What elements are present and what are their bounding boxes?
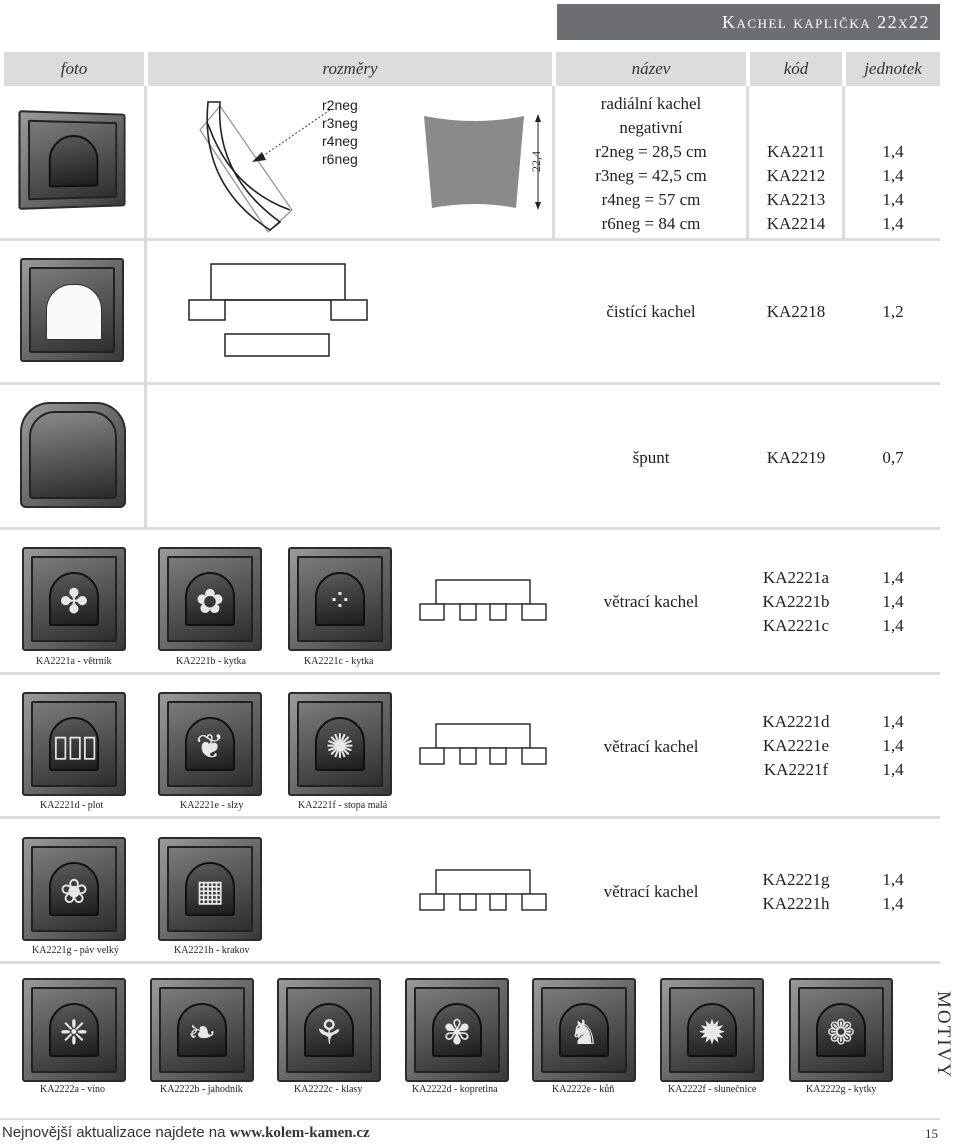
footprint-icon: ✺	[325, 727, 355, 767]
vent-tile-photo-ka2221b	[158, 547, 262, 651]
vent-tile-diagram	[418, 722, 548, 768]
product-units: 1,4 1,4 1,4	[882, 568, 904, 635]
vent-tile-diagram	[418, 868, 548, 914]
horse-icon: ♞	[568, 1013, 600, 1053]
vent-tile-photo-ka2221d	[22, 692, 126, 796]
product-unit: 0,7	[882, 448, 904, 467]
photo-caption: KA2221e - slzy	[180, 800, 244, 811]
header-kod: kód	[750, 52, 842, 86]
row-divider	[0, 816, 940, 819]
footer-text: Nejnovější aktualizace najdete na www.kolem-kamen.cz	[2, 1124, 370, 1141]
flowers-icon: ❁	[826, 1013, 856, 1053]
motif-caption: KA2222d - kopretina	[412, 1084, 498, 1095]
radius-labels: r2neg r3neg r4neg r6neg	[322, 97, 358, 167]
row-divider	[0, 961, 940, 964]
product-name: špunt	[632, 448, 670, 467]
grapes-icon: ❈	[59, 1013, 89, 1053]
product-name: větrací kachel	[603, 737, 699, 756]
row-divider	[0, 672, 940, 675]
peacock-icon: ❀	[59, 872, 89, 912]
product-codes: KA2221d KA2221e KA2221f	[762, 712, 830, 779]
product-name: radiální kachel negativní r2neg = 28,5 cm r3neg = 42,5 cm r4neg = 57 cm r6neg = 84 cm	[595, 94, 707, 233]
motifs-label: MOTIVY	[933, 991, 954, 1079]
photo-caption: KA2221b - kytka	[176, 656, 246, 667]
window-grid-icon: ▦	[195, 874, 225, 909]
product-codes: KA2221g KA2221h	[762, 870, 830, 913]
vent-tile-photo-ka2221c	[288, 547, 392, 651]
photo-caption: KA2221c - kytka	[304, 656, 374, 667]
vent-tile-photo-ka2221g	[22, 837, 126, 941]
product-codes: KA2211 KA2212 KA2213 KA2214	[766, 142, 826, 233]
row-divider	[0, 382, 940, 385]
motif-tile-ka2222a	[22, 978, 126, 1082]
column-divider	[552, 86, 555, 238]
cleaning-tile-diagram	[185, 262, 375, 362]
motif-tile-ka2222b	[150, 978, 254, 1082]
product-name: čistící kachel	[606, 302, 696, 321]
motif-tile-ka2222g	[789, 978, 893, 1082]
column-divider	[842, 86, 845, 238]
column-divider	[144, 86, 147, 527]
motif-tile-ka2222d	[405, 978, 509, 1082]
tears-icon: ❦	[195, 727, 225, 767]
header-jednotek: jednotek	[846, 52, 940, 86]
wheat-icon: ⚘	[313, 1013, 345, 1053]
footer-divider	[0, 1118, 940, 1120]
dimension-label: 22,4	[529, 151, 543, 172]
motif-caption: KA2222f - slunečnice	[668, 1084, 757, 1095]
photo-caption: KA2221g - páv velký	[32, 945, 119, 956]
photo-caption: KA2221a - větrník	[36, 656, 112, 667]
motif-caption: KA2222e - kůň	[552, 1084, 615, 1095]
header-rozmery: rozměry	[148, 52, 552, 86]
vent-tile-photo-ka2221f	[288, 692, 392, 796]
photo-caption: KA2221h - krakov	[174, 945, 250, 956]
product-code: KA2219	[766, 448, 826, 467]
header-nazev: název	[556, 52, 746, 86]
website-link[interactable]: www.kolem-kamen.cz	[229, 1125, 370, 1141]
product-units: 1,4 1,4	[882, 870, 904, 913]
photo-caption: KA2221f - stopa malá	[298, 800, 388, 811]
page-title: Kachel kaplička 22x22	[557, 4, 940, 40]
product-codes: KA2221a KA2221b KA2221c	[762, 568, 830, 635]
vent-tile-photo-ka2221h	[158, 837, 262, 941]
vent-tile-diagram	[418, 578, 548, 624]
motif-caption: KA2222b - jahodník	[160, 1084, 243, 1095]
motif-tile-ka2222c	[277, 978, 381, 1082]
fence-icon: ▯▯▯	[52, 729, 96, 764]
product-units: 1,4 1,4 1,4	[882, 712, 904, 779]
motif-caption: KA2222a - víno	[40, 1084, 105, 1095]
motif-caption: KA2222c - klasy	[294, 1084, 363, 1095]
motif-tile-ka2222f	[660, 978, 764, 1082]
strawberry-plant-icon: ❧	[187, 1013, 217, 1053]
row-divider	[0, 527, 940, 530]
motif-tile-ka2222e	[532, 978, 636, 1082]
product-name: větrací kachel	[603, 592, 699, 611]
flower-icon: ✿	[195, 582, 225, 622]
product-unit: 1,2	[882, 302, 904, 321]
header-foto: foto	[4, 52, 144, 86]
product-code: KA2218	[766, 302, 826, 321]
plug-photo	[20, 402, 126, 508]
cleaning-tile-photo	[20, 258, 124, 362]
product-units: 1,4 1,4 1,4 1,4	[882, 142, 904, 233]
photo-caption: KA2221d - plot	[40, 800, 104, 811]
product-name: větrací kachel	[603, 882, 699, 901]
motif-caption: KA2222g - kytky	[806, 1084, 877, 1095]
vent-tile-photo-ka2221a	[22, 547, 126, 651]
column-divider	[746, 86, 749, 238]
vent-tile-photo-ka2221e	[158, 692, 262, 796]
windmill-icon: ✤	[59, 582, 89, 622]
page-number: 15	[925, 1126, 938, 1141]
sunflower-icon: ✹	[697, 1013, 727, 1053]
daisy-icon: ✾	[442, 1013, 472, 1053]
dots-flower-icon: ⁘	[327, 584, 353, 619]
radial-tile-photo	[18, 110, 125, 210]
row-divider	[0, 238, 940, 241]
